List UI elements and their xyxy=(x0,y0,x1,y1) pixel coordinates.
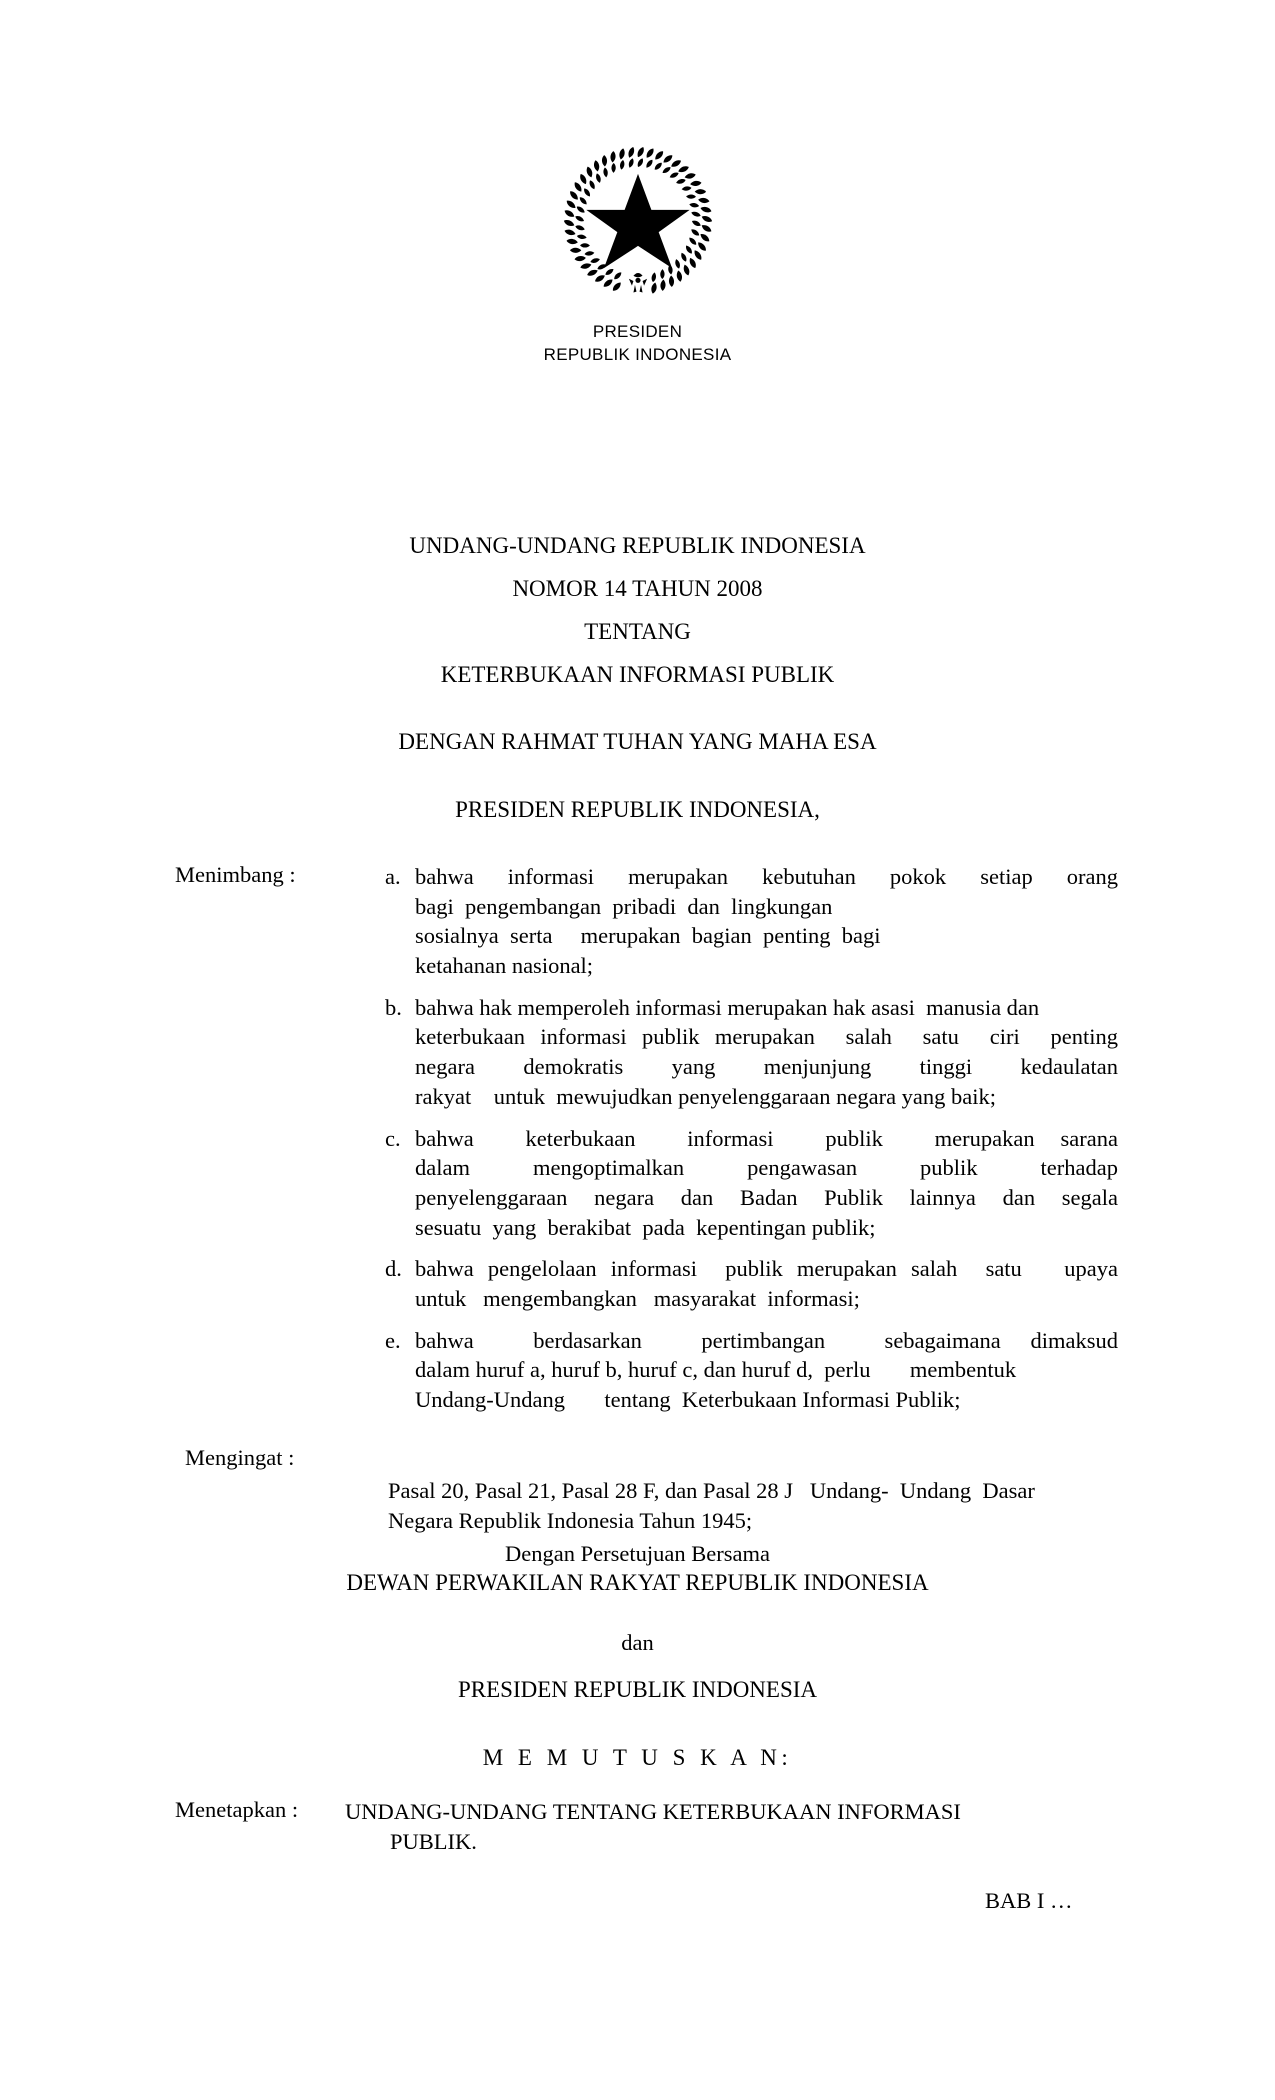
considering-text-a xyxy=(415,862,1118,981)
clause-line: Undang-Undang tentang Keterbukaan Informasi Publik; xyxy=(415,1387,961,1412)
considering-label: Menimbang : xyxy=(175,862,296,887)
title-line-subject: KETERBUKAAN INFORMASI PUBLIK xyxy=(440,662,835,687)
garuda-star-wreath-emblem xyxy=(562,145,714,297)
continuation-note: BAB I … xyxy=(985,1888,1073,1913)
title-line-rahmat-tuhan: DENGAN RAHMAT TUHAN YANG MAHA ESA xyxy=(398,729,877,754)
clause-line: negara demokratis yang menjunjung tinggi kedaulatan xyxy=(415,1054,1118,1080)
page-title xyxy=(0,534,1275,557)
clause-line: ketahanan nasional; xyxy=(415,953,594,979)
clause-line: bahwa keterbukaan informasi publik merupakan sarana xyxy=(415,1125,1118,1151)
title-tentang xyxy=(0,620,1275,643)
star-shape xyxy=(586,174,689,268)
recalling-label: Mengingat : xyxy=(185,1445,295,1470)
joint-approval-line-4: PRESIDEN REPUBLIK INDONESIA xyxy=(457,1677,818,1702)
clause-line: keterbukaan informasi publik merupakan salah satu ciri penting xyxy=(415,1024,1118,1050)
clause-line: bagi pengembangan pribadi dan lingkungan xyxy=(415,893,833,919)
recalling-line: Negara Republik Indonesia Tahun 1945; xyxy=(388,1507,753,1533)
title-line-undang-undang: UNDANG-UNDANG REPUBLIK INDONESIA xyxy=(409,533,866,558)
letterhead xyxy=(0,145,1275,367)
recalling-text xyxy=(388,1476,1118,1535)
considering-text-e xyxy=(415,1326,1118,1415)
clause-line: bahwa hak memperoleh informasi merupakan hak asasi manusia dan xyxy=(415,994,1040,1020)
considering-list xyxy=(385,862,1118,1427)
joint-approval-presiden xyxy=(0,1675,1275,1705)
title-line-nomor: NOMOR 14 TAHUN 2008 xyxy=(512,576,763,601)
considering-text-c xyxy=(415,1124,1118,1243)
letterhead-title xyxy=(0,321,1275,367)
clause-line: penyelenggaraan negara dan Badan Publik lainnya dan segala xyxy=(415,1184,1118,1210)
title-line-tentang: TENTANG xyxy=(584,619,691,644)
wreath-bow xyxy=(628,273,646,292)
considering-text-b xyxy=(415,993,1118,1112)
stipulating-line-2: PUBLIK. xyxy=(390,1828,477,1854)
considering-item-c xyxy=(385,1124,1118,1243)
title-presiden-ri xyxy=(0,798,1275,821)
clause-line: sosialnya serta merupakan bagian penting bagi xyxy=(415,923,881,949)
clause-line: dalam huruf a, huruf b, huruf c, dan huruf d, perlu membentuk xyxy=(415,1357,1017,1383)
stipulating-text xyxy=(345,1797,1105,1856)
decision-heading: M E M U T U S K A N: xyxy=(482,1745,793,1770)
letterhead-line-republik: REPUBLIK INDONESIA xyxy=(543,344,732,364)
clause-line: dalam mengoptimalkan pengawasan publik terhadap xyxy=(415,1155,1118,1181)
title-line-presiden-ri: PRESIDEN REPUBLIK INDONESIA, xyxy=(455,797,820,822)
considering-marker-d: d. xyxy=(385,1256,402,1282)
considering-item-d xyxy=(385,1254,1118,1313)
considering-marker-b: b. xyxy=(385,994,402,1020)
clause-line: sesuatu yang berakibat pada kepentingan publik; xyxy=(415,1214,876,1240)
clause-line: bahwa informasi merupakan kebutuhan pokok setiap orang xyxy=(415,864,1118,889)
title-subject xyxy=(0,663,1275,686)
considering-item-a xyxy=(385,862,1118,981)
stipulating-label: Menetapkan : xyxy=(175,1797,299,1822)
considering-text-d xyxy=(415,1254,1118,1313)
clause-line: bahwa berdasarkan pertimbangan sebagaimana dimaksud xyxy=(415,1327,1118,1353)
stipulating-line-1: UNDANG-UNDANG TENTANG KETERBUKAAN INFORMASI xyxy=(345,1799,961,1824)
clause-line: rakyat untuk mewujudkan penyelenggaraan negara yang baik; xyxy=(415,1083,997,1109)
joint-approval-line-3: dan xyxy=(621,1630,654,1655)
joint-approval-intro xyxy=(0,1539,1275,1569)
considering-marker-c: c. xyxy=(385,1125,401,1151)
letterhead-line-presiden: PRESIDEN xyxy=(592,322,683,341)
joint-approval-dan xyxy=(0,1628,1275,1658)
joint-approval-line-1: Dengan Persetujuan Bersama xyxy=(505,1541,770,1566)
recalling-line: Pasal 20, Pasal 21, Pasal 28 F, dan Pasal 28 J Undang- Undang Dasar xyxy=(388,1478,1035,1503)
considering-marker-a: a. xyxy=(385,864,401,889)
joint-approval-dpr xyxy=(0,1568,1275,1598)
title-number xyxy=(0,577,1275,600)
considering-item-e xyxy=(385,1326,1118,1415)
clause-line: untuk mengembangkan masyarakat informasi; xyxy=(415,1285,860,1311)
considering-item-b xyxy=(385,993,1118,1112)
title-invocation xyxy=(0,730,1275,753)
joint-approval-line-2: DEWAN PERWAKILAN RAKYAT REPUBLIK INDONESIA xyxy=(346,1570,929,1595)
clause-line: bahwa pengelolaan informasi publik merupakan salah satu upaya xyxy=(415,1256,1118,1282)
considering-marker-e: e. xyxy=(385,1327,401,1353)
